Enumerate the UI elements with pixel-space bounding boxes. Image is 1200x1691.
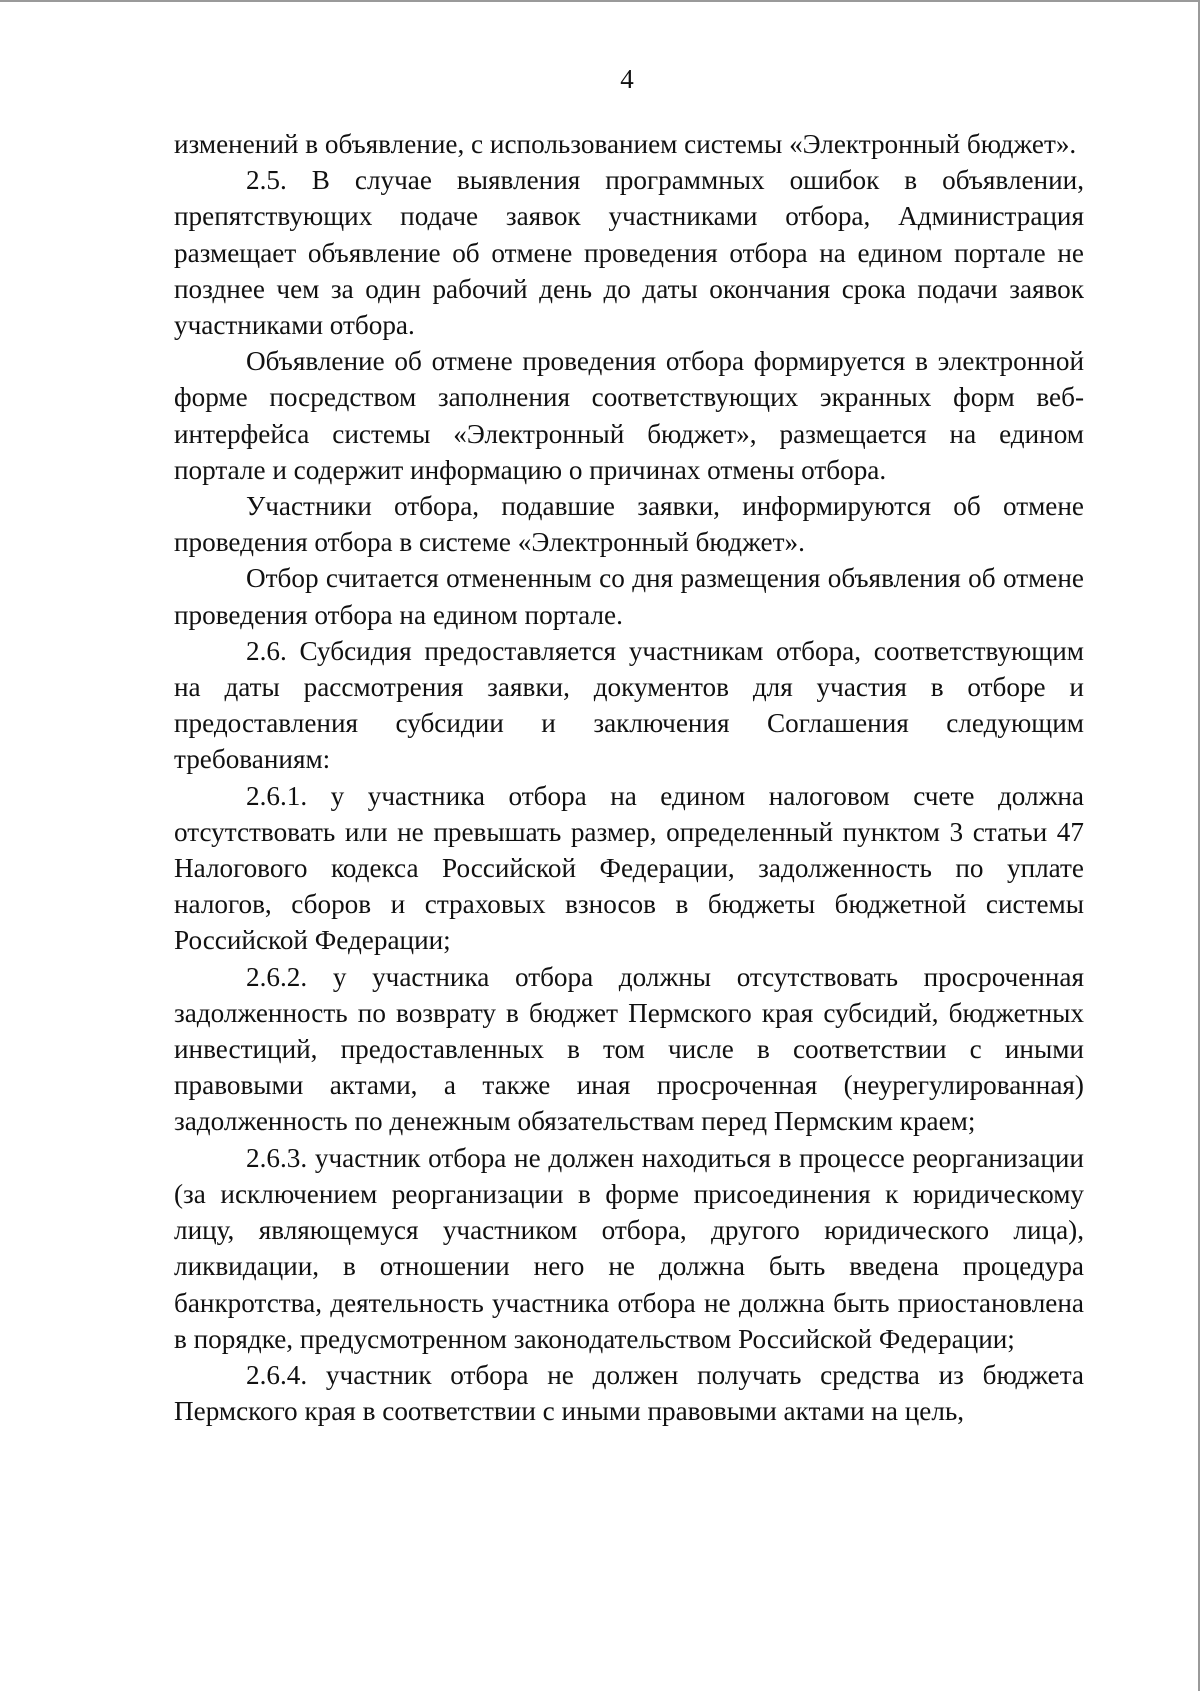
paragraph-cancellation-date: Отбор считается отмененным со дня размещения объявления об отмене проведения отбора на едином портале. — [174, 563, 1084, 630]
paragraph-2-6-4: 2.6.4. участник отбора не должен получать средства из бюджета Пермского края в соответствии с иными правовыми актами на цель, — [174, 1359, 1084, 1427]
paragraph-2-6-3: 2.6.3. участник отбора не должен находиться в процессе реорганизации (за исключением реорганизации в форме присоединения к юридическому лицу, являющемуся участником отбора, другого юридического лица), ликвидации, в отношении него не должна быть введена процедура банкротства, деятельность участника отбора не должна быть приостановлена в порядке, предусмотренном законодательством Российской Федерации; — [174, 1142, 1084, 1354]
paragraph-cancellation-form: Объявление об отмене проведения отбора формируется в электронной форме посредством заполнения соответствующих экранных форм веб-интерфейса системы «Электронный бюджет», размещается на едином портале и содержит информацию о причинах отмены отбора. — [174, 346, 1084, 485]
paragraph-2-5: 2.5. В случае выявления программных ошибок в объявлении, препятствующих подаче заявок участниками отбора, Администрация размещает объявление об отмене проведения отбора на едином портале не позднее чем за один рабочий день до даты окончания срока подачи заявок участниками отбора. — [174, 165, 1084, 341]
paragraph-2-6-1: 2.6.1. у участника отбора на едином налоговом счете должна отсутствовать или не превышать размер, определенный пунктом 3 статьи 47 Налогового кодекса Российской Федерации, задолженность по уплате налогов, сборов и страховых взносов в бюджеты бюджетной системы Российской Федерации; — [174, 780, 1084, 956]
paragraph-participants-informed: Участники отбора, подавшие заявки, информируются об отмене проведения отбора в системе «Электронный бюджет». — [174, 491, 1084, 558]
page-number: 4 — [620, 64, 634, 94]
paragraph-2-6-2: 2.6.2. у участника отбора должны отсутствовать просроченная задолженность по возврату в бюджет Пермского края субсидий, бюджетных инвестиций, предоставленных в том числе в соответствии с иными правовыми актами, а также иная просроченная (неурегулированная) задолженность по денежным обязательствам перед Пермским краем; — [174, 961, 1084, 1137]
paragraph-continuation: изменений в объявление, с использованием системы «Электронный бюджет». — [174, 129, 1077, 159]
paragraph-2-6: 2.6. Субсидия предоставляется участникам отбора, соответствующим на даты рассмотрения заявки, документов для участия в отборе и предоставления субсидии и заключения Соглашения следующим требованиям: — [174, 635, 1084, 775]
document-body — [174, 126, 1084, 1429]
